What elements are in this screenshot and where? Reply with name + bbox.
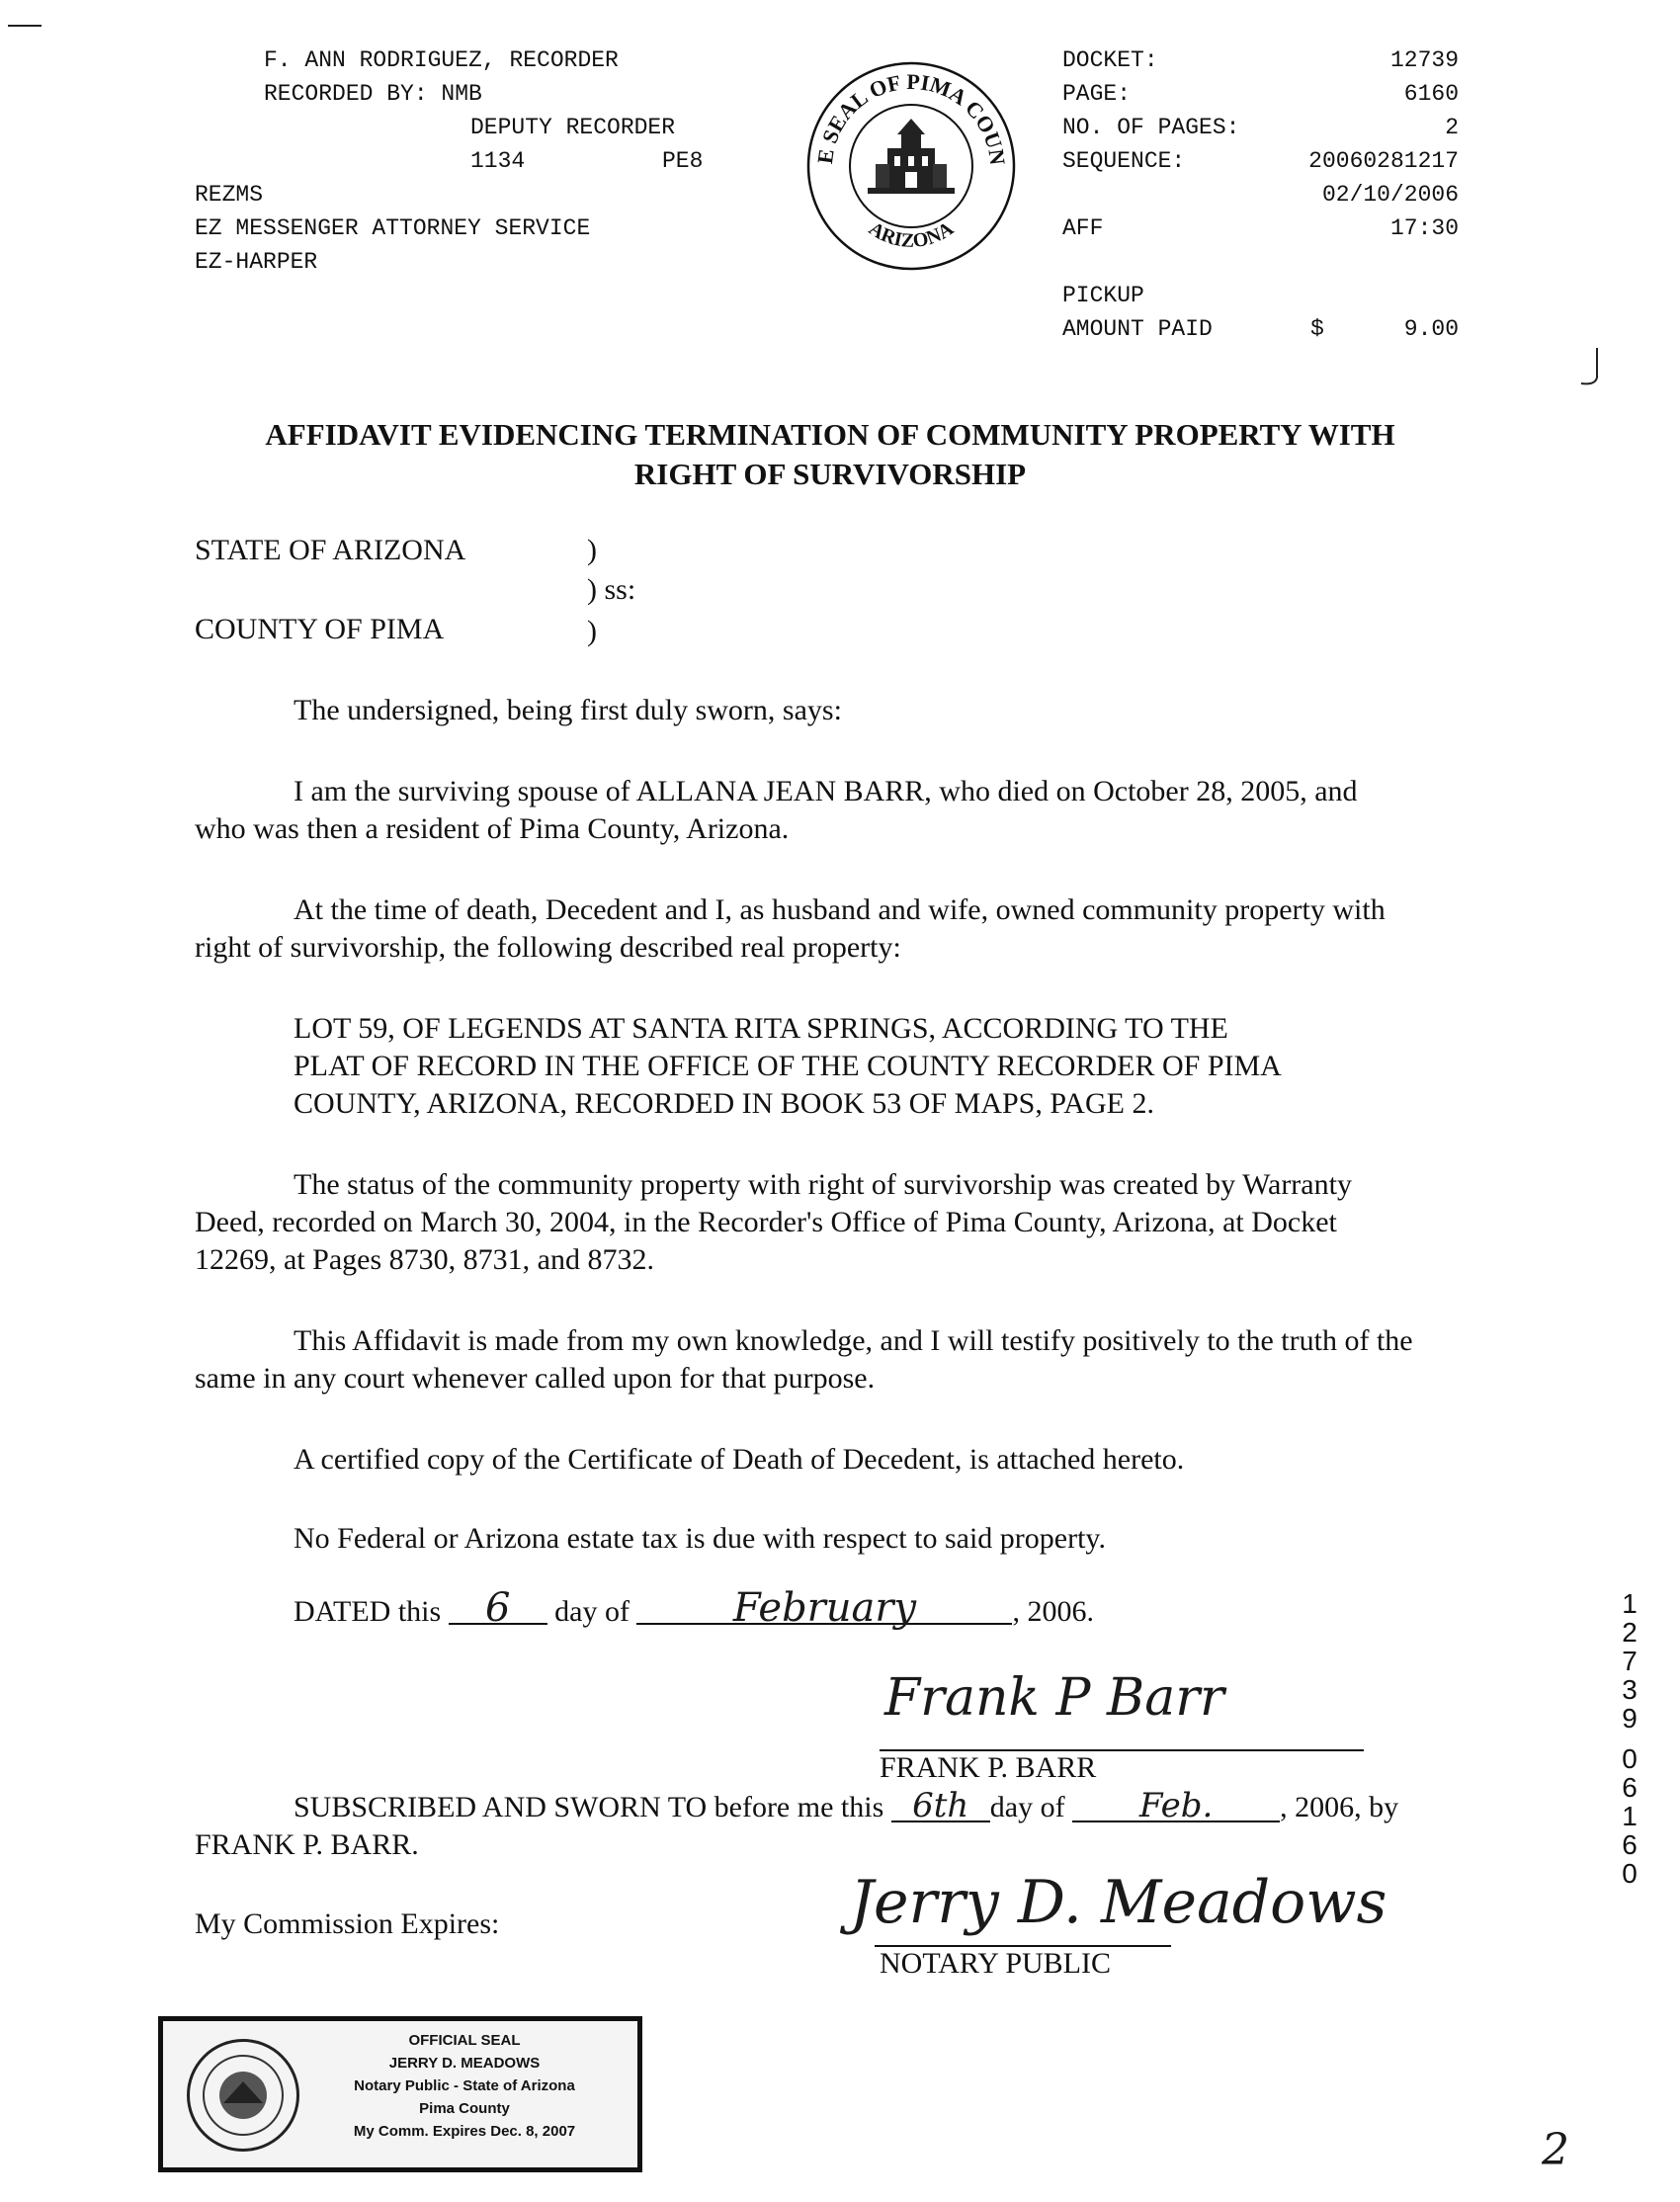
sworn-affiant: FRANK P. BARR. — [195, 1828, 419, 1861]
stamp-line-5: My Comm. Expires Dec. 8, 2007 — [353, 2123, 576, 2140]
sworn-line — [294, 1786, 1399, 1825]
stamp-line-3: Notary Public - State of Arizona — [354, 2077, 575, 2094]
page-value: 6160 — [1403, 81, 1459, 107]
margin-digit: 9 — [1622, 1703, 1638, 1734]
pima-county-seal — [802, 57, 1020, 275]
margin-mark — [1569, 344, 1609, 393]
deputy-code: PE8 — [662, 148, 704, 174]
amount-label: AMOUNT PAID — [1062, 316, 1213, 342]
seal-bottom-text: ARIZONA — [865, 217, 958, 253]
paragraph-certificate: A certified copy of the Certificate of Death of Decedent, is attached hereto. — [294, 1443, 1185, 1476]
stamp-text — [301, 2029, 628, 2143]
svg-text:ARIZONA — [865, 217, 958, 252]
venue-ss: ) ss: — [587, 573, 636, 606]
margin-digit: 0 — [1622, 1858, 1638, 1889]
page-label: PAGE: — [1062, 81, 1132, 107]
margin-digit: 1 — [1622, 1801, 1638, 1831]
margin-digit: 6 — [1622, 1772, 1638, 1803]
margin-digit: 1 — [1622, 1588, 1638, 1619]
venue-state: STATE OF ARIZONA — [195, 534, 466, 566]
venue-county: COUNTY OF PIMA — [195, 613, 445, 645]
stamp-state-seal — [187, 2039, 299, 2152]
notary-public-label: NOTARY PUBLIC — [880, 1947, 1112, 1980]
paragraph-deed-line-1: The status of the community property with right of survivorship was created by Warranty — [294, 1168, 1352, 1201]
affiant-signature: Frank P Barr — [884, 1668, 1224, 1728]
dated-day: 6 — [449, 1593, 547, 1625]
return-code: REZMS — [195, 182, 264, 208]
recorder-name: F. ANN RODRIGUEZ, RECORDER — [264, 47, 619, 73]
dated-prefix: DATED this — [294, 1595, 442, 1628]
margin-digit: 2 — [1622, 1617, 1638, 1648]
recorded-time: 17:30 — [1389, 215, 1459, 241]
margin-digit: 7 — [1622, 1646, 1638, 1676]
legal-description-line-1: LOT 59, OF LEGENDS AT SANTA RITA SPRINGS, ACCORDING TO THE — [294, 1012, 1228, 1045]
paragraph-deed-line-3: 12269, at Pages 8730, 8731, and 8732. — [195, 1243, 654, 1276]
stamp-line-4: Pima County — [419, 2100, 510, 2117]
pickup-label: PICKUP — [1062, 283, 1144, 308]
return-service: EZ MESSENGER ATTORNEY SERVICE — [195, 215, 591, 241]
margin-docket-number — [1615, 1589, 1644, 1888]
scan-mark — [8, 25, 42, 27]
legal-description-line-2: PLAT OF RECORD IN THE OFFICE OF THE COUNTY RECORDER OF PIMA — [294, 1050, 1282, 1082]
recorded-date: 02/10/2006 — [1321, 182, 1459, 208]
paragraph-sworn: The undersigned, being first duly sworn, says: — [294, 694, 842, 726]
recorded-by: RECORDED BY: NMB — [264, 81, 482, 107]
dated-month: February — [636, 1593, 1012, 1625]
paragraph-deed-line-2: Deed, recorded on March 30, 2004, in the Recorder's Office of Pima County, Arizona, at Docket — [195, 1206, 1337, 1238]
dated-mid: day of — [554, 1595, 630, 1628]
official-seal-stamp — [158, 2016, 642, 2172]
pages-value: 2 — [1445, 115, 1459, 140]
margin-digit: 3 — [1622, 1674, 1638, 1705]
paragraph-spouse-line-1: I am the surviving spouse of ALLANA JEAN BARR, who died on October 28, 2005, and — [294, 775, 1358, 807]
deputy-number: 1134 — [470, 148, 526, 174]
aff-label: AFF — [1062, 215, 1104, 241]
state-seal-icon — [190, 2042, 296, 2149]
seal-icon — [802, 57, 1020, 275]
docket-label: DOCKET: — [1062, 47, 1158, 73]
stamp-line-2: JERRY D. MEADOWS — [388, 2055, 541, 2072]
margin-digit: 0 — [1622, 1743, 1638, 1774]
sworn-mid: day of — [989, 1791, 1065, 1823]
paragraph-tax: No Federal or Arizona estate tax is due with respect to said property. — [294, 1522, 1106, 1555]
sworn-prefix: SUBSCRIBED AND SWORN TO before me this — [294, 1791, 884, 1823]
paragraph-spouse-line-2: who was then a resident of Pima County, Arizona. — [195, 812, 790, 845]
legal-description-line-3: COUNTY, ARIZONA, RECORDED IN BOOK 53 OF MAPS, PAGE 2. — [294, 1087, 1154, 1120]
sworn-suffix: , 2006, by — [1280, 1791, 1399, 1823]
paragraph-property-line-2: right of survivorship, the following described real property: — [195, 931, 901, 964]
title-line-2: RIGHT OF SURVIVORSHIP — [633, 457, 1027, 491]
page-corner-number: 2 — [1542, 2125, 1569, 2175]
seal-top-text: E SEAL OF PIMA COUN — [811, 68, 1011, 167]
return-contact: EZ-HARPER — [195, 249, 318, 275]
dated-year: , 2006. — [1012, 1595, 1094, 1628]
sworn-day: 6th — [891, 1791, 990, 1822]
sequence-label: SEQUENCE: — [1062, 148, 1186, 174]
sequence-value: 20060281217 — [1308, 148, 1459, 174]
sworn-month: Feb. — [1072, 1791, 1280, 1822]
notary-signature: Jerry D. Meadows — [850, 1868, 1387, 1937]
paragraph-property-line-1: At the time of death, Decedent and I, as husband and wife, owned community property with — [294, 893, 1386, 926]
document-title — [148, 415, 1512, 494]
venue-paren-3: ) — [587, 615, 597, 647]
paragraph-knowledge-line-2: same in any court whenever called upon for that purpose. — [195, 1362, 876, 1395]
paragraph-knowledge-line-1: This Affidavit is made from my own knowledge, and I will testify positively to the truth of the — [294, 1324, 1413, 1357]
venue-paren-1: ) — [587, 534, 597, 566]
dated-line — [294, 1585, 1094, 1631]
amount-value: 9.00 — [1403, 316, 1459, 342]
docket-value: 12739 — [1389, 47, 1459, 73]
affiant-printed-name: FRANK P. BARR — [880, 1751, 1097, 1784]
stamp-line-1: OFFICIAL SEAL — [408, 2032, 521, 2049]
deputy-recorder: DEPUTY RECORDER — [470, 115, 676, 140]
currency-symbol: $ — [1310, 316, 1324, 342]
commission-expires: My Commission Expires: — [195, 1907, 500, 1940]
title-line-1: AFFIDAVIT EVIDENCING TERMINATION OF COMMUNITY PROPERTY WITH — [265, 417, 1395, 452]
margin-digit: 6 — [1622, 1829, 1638, 1860]
pages-label: NO. OF PAGES: — [1062, 115, 1240, 140]
